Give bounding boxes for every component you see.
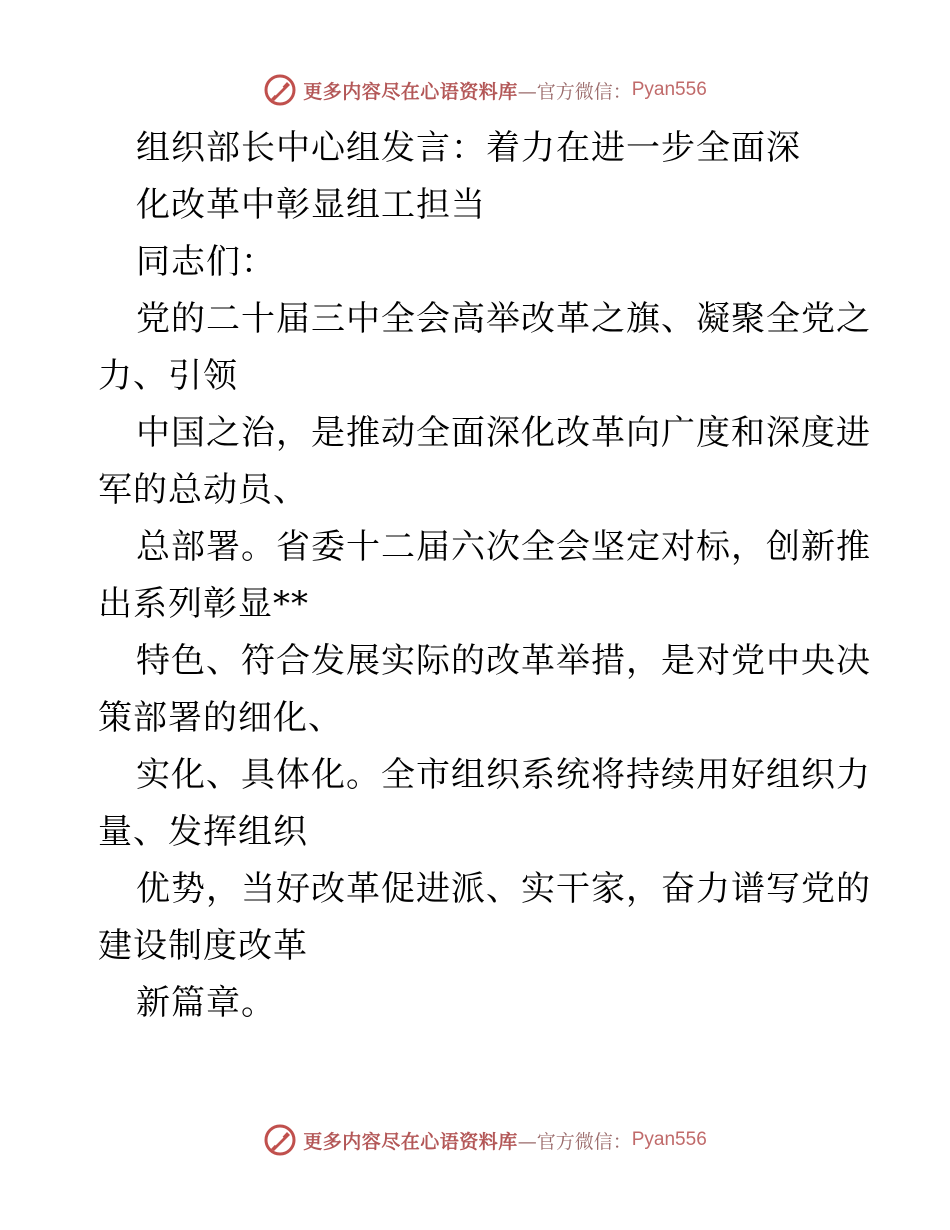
document-text-line: 特色、符合发展实际的改革举措，是对党中央决	[136, 641, 871, 681]
document-text-line: 力、引领	[98, 356, 238, 396]
document-text-line: 总部署。省委十二届六次全会坚定对标，创新推	[136, 527, 871, 567]
document-text-line: 优势，当好改革促进派、实干家，奋力谱写党的	[136, 869, 871, 909]
document-title-line: 组织部长中心组发言：着力在进一步全面深	[136, 128, 801, 168]
banner-wechat-id: Pyan556	[631, 1129, 707, 1150]
footer-banner	[0, 1120, 950, 1160]
document-text-line: 建设制度改革	[98, 926, 308, 966]
banner-main-text: 更多内容尽在心语资料库	[303, 80, 518, 103]
document-text-line: 策部署的细化、	[98, 698, 343, 738]
document-text-line: 党的二十届三中全会高举改革之旗、凝聚全党之	[136, 299, 871, 339]
header-banner-inner	[243, 73, 707, 107]
document-text-line: 同志们：	[136, 242, 276, 282]
header-banner-text	[303, 77, 707, 104]
banner-wechat-id: Pyan556	[631, 79, 707, 100]
footer-banner-text	[303, 1127, 707, 1154]
document-text-line: 军的总动员、	[98, 470, 308, 510]
document-body	[98, 120, 871, 1032]
feather-logo-icon	[263, 73, 297, 107]
document-title-line: 化改革中彰显组工担当	[136, 185, 486, 225]
header-banner	[0, 70, 950, 110]
document-text-line: 新篇章。	[136, 983, 276, 1023]
document-text-line: 量、发挥组织	[98, 812, 308, 852]
footer-banner-inner	[243, 1123, 707, 1157]
banner-sub-text: —官方微信：	[517, 80, 632, 103]
banner-sub-text: —官方微信：	[517, 1130, 632, 1153]
document-text-line: 中国之治，是推动全面深化改革向广度和深度进	[136, 413, 871, 453]
feather-logo-icon	[263, 1123, 297, 1157]
document-text-line: 出系列彰显**	[98, 584, 309, 624]
banner-main-text: 更多内容尽在心语资料库	[303, 1130, 518, 1153]
document-text-line: 实化、具体化。全市组织系统将持续用好组织力	[136, 755, 871, 795]
